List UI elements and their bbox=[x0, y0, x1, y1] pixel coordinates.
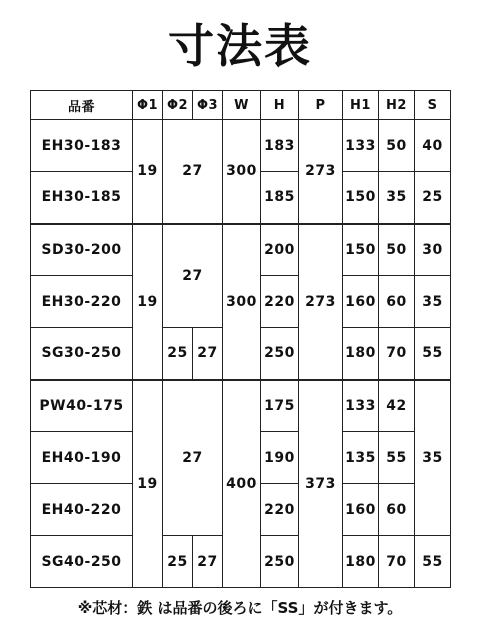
phi23-cell: 27 bbox=[163, 380, 223, 536]
table-row bbox=[31, 380, 451, 432]
h2-cell: 70 bbox=[379, 328, 415, 380]
s-cell: 55 bbox=[415, 536, 451, 588]
model-cell: SG30-250 bbox=[31, 328, 133, 380]
h1-cell: 180 bbox=[343, 536, 379, 588]
header-phi3: Φ3 bbox=[193, 91, 223, 120]
phi1-cell: 19 bbox=[133, 380, 163, 588]
header-h2: H2 bbox=[379, 91, 415, 120]
phi23-cell: 27 bbox=[163, 224, 223, 328]
p-cell: 273 bbox=[299, 120, 343, 224]
h-cell: 183 bbox=[261, 120, 299, 172]
table-group-30a bbox=[31, 120, 451, 224]
h-cell: 200 bbox=[261, 224, 299, 276]
model-cell: SD30-200 bbox=[31, 224, 133, 276]
h2-cell: 50 bbox=[379, 224, 415, 276]
table-row bbox=[31, 224, 451, 276]
phi2-cell: 25 bbox=[163, 328, 193, 380]
h-cell: 220 bbox=[261, 276, 299, 328]
header-row bbox=[31, 91, 451, 120]
h2-cell: 55 bbox=[379, 432, 415, 484]
h-cell: 185 bbox=[261, 172, 299, 224]
footnote: ※芯材：鉄 は品番の後ろに「SS」が付きます。 bbox=[77, 599, 403, 617]
p-cell: 373 bbox=[299, 380, 343, 588]
header-h: H bbox=[261, 91, 299, 120]
table-row bbox=[31, 120, 451, 172]
h1-cell: 150 bbox=[343, 172, 379, 224]
phi23-cell: 27 bbox=[163, 120, 223, 224]
s-cell: 55 bbox=[415, 328, 451, 380]
h-cell: 220 bbox=[261, 484, 299, 536]
h1-cell: 133 bbox=[343, 380, 379, 432]
phi2-cell: 25 bbox=[163, 536, 193, 588]
w-cell: 400 bbox=[223, 380, 261, 588]
w-cell: 300 bbox=[223, 120, 261, 224]
header-s: S bbox=[415, 91, 451, 120]
p-cell: 273 bbox=[299, 224, 343, 380]
table-group-30b bbox=[31, 224, 451, 380]
h-cell: 250 bbox=[261, 536, 299, 588]
header-w: W bbox=[223, 91, 261, 120]
model-cell: EH30-185 bbox=[31, 172, 133, 224]
h1-cell: 133 bbox=[343, 120, 379, 172]
s-cell: 30 bbox=[415, 224, 451, 276]
dimension-table bbox=[30, 90, 451, 588]
h-cell: 190 bbox=[261, 432, 299, 484]
header-model: 品番 bbox=[31, 91, 133, 120]
h2-cell: 60 bbox=[379, 484, 415, 536]
h1-cell: 180 bbox=[343, 328, 379, 380]
s-cell: 35 bbox=[415, 380, 451, 536]
h1-cell: 160 bbox=[343, 484, 379, 536]
table-group-40 bbox=[31, 380, 451, 588]
h2-cell: 42 bbox=[379, 380, 415, 432]
h2-cell: 50 bbox=[379, 120, 415, 172]
s-cell: 25 bbox=[415, 172, 451, 224]
phi1-cell: 19 bbox=[133, 120, 163, 224]
h-cell: 175 bbox=[261, 380, 299, 432]
header-h1: H1 bbox=[343, 91, 379, 120]
model-cell: SG40-250 bbox=[31, 536, 133, 588]
model-cell: PW40-175 bbox=[31, 380, 133, 432]
header-phi2: Φ2 bbox=[163, 91, 193, 120]
model-cell: EH30-220 bbox=[31, 276, 133, 328]
phi3-cell: 27 bbox=[193, 536, 223, 588]
h1-cell: 160 bbox=[343, 276, 379, 328]
header-p: P bbox=[299, 91, 343, 120]
h1-cell: 150 bbox=[343, 224, 379, 276]
w-cell: 300 bbox=[223, 224, 261, 380]
page-title: 寸法表 bbox=[168, 19, 312, 73]
h2-cell: 35 bbox=[379, 172, 415, 224]
h-cell: 250 bbox=[261, 328, 299, 380]
s-cell: 35 bbox=[415, 276, 451, 328]
model-cell: EH40-190 bbox=[31, 432, 133, 484]
s-cell: 40 bbox=[415, 120, 451, 172]
header-phi1: Φ1 bbox=[133, 91, 163, 120]
model-cell: EH30-183 bbox=[31, 120, 133, 172]
phi3-cell: 27 bbox=[193, 328, 223, 380]
phi1-cell: 19 bbox=[133, 224, 163, 380]
model-cell: EH40-220 bbox=[31, 484, 133, 536]
h2-cell: 70 bbox=[379, 536, 415, 588]
h2-cell: 60 bbox=[379, 276, 415, 328]
h1-cell: 135 bbox=[343, 432, 379, 484]
